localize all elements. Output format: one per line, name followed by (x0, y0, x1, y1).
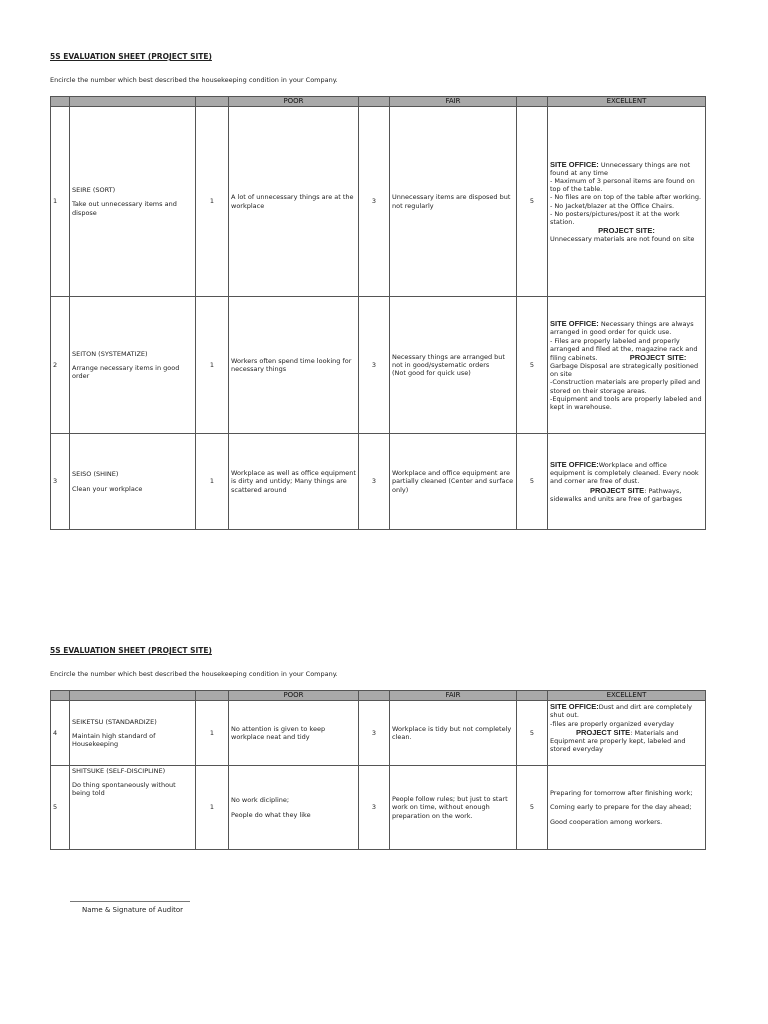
excellent-line: Coming early to prepare for the day ahead; (550, 803, 692, 812)
header-blank (517, 691, 548, 701)
table-row (51, 766, 706, 850)
project-site-text: Garbage Disposal are strategically positioned on site -Construction materials are properly piled and stored on their storage areas. -Equipment and tools are properly labeled and kept in warehouse. (550, 362, 702, 411)
row-number: 2 (51, 297, 70, 434)
site-office-text: Unnecessary things are not found at any time - Maximum of 3 personal items are found on top of the table. - No files are on top of the table after working. - No Jacket/blazer at the Office Chairs. - No posters/pictures/post it at the work station. (550, 160, 702, 226)
fair-score[interactable]: 3 (359, 766, 390, 850)
project-site-text: : Materials and Equipment are properly kept, labeled and stored everyday (550, 728, 686, 754)
sheet1-table (50, 96, 706, 530)
poor-text: No work dicipline; (231, 796, 290, 805)
principle-desc: Do thing spontaneously without being told (72, 781, 176, 798)
site-office-text: Dust and dirt are completely shut out. -files are properly organized everyday (550, 703, 692, 728)
excellent-cell (548, 297, 706, 434)
principle-cell (70, 766, 196, 850)
excellent-cell (548, 766, 706, 850)
fair-text: Workplace and office equipment are partially cleaned (Center and surface only) (390, 434, 517, 530)
header-blank (70, 97, 196, 107)
signature-line (70, 901, 190, 902)
table-row (51, 297, 706, 434)
poor-cell (229, 766, 359, 850)
principle-name: SEITON (SYSTEMATIZE) (72, 349, 148, 358)
sheet2-title: 5S EVALUATION SHEET (PROJECT SITE) (50, 646, 212, 655)
poor-text: Workplace as well as office equipment is dirty and untidy; Many things are scattered around (229, 434, 359, 530)
site-office-text: Workplace and office equipment is completely cleaned. Every nook and corner are free of dust. (550, 460, 699, 486)
excellent-score[interactable]: 5 (517, 701, 548, 766)
header-blank (70, 691, 196, 701)
fair-score[interactable]: 3 (359, 297, 390, 434)
principle-cell (70, 701, 196, 766)
header-excellent: EXCELLENT (548, 97, 706, 107)
site-office-label: SITE OFFICE: (550, 459, 599, 469)
site-office-text: Necessary things are always arranged in good order for quick use. - Files are properly labeled and properly arranged and filed at the, magazine rack and filing cabinets. (550, 320, 698, 362)
fair-score[interactable]: 3 (359, 107, 390, 297)
principle-name: SEIKETSU (STANDARDIZE) (72, 717, 157, 726)
poor-text: Workers often spend time looking for necessary things (229, 297, 359, 434)
project-site-label: PROJECT SITE: (629, 352, 687, 362)
project-site-label: PROJECT SITE (576, 727, 631, 737)
poor-score[interactable]: 1 (196, 434, 229, 530)
poor-score[interactable]: 1 (196, 766, 229, 850)
signature-label: Name & Signature of Auditor (82, 906, 184, 914)
project-site-label: PROJECT SITE: (598, 225, 655, 235)
principle-desc: Take out unnecessary items and dispose (72, 200, 177, 217)
poor-text-2: People do what they like (231, 810, 311, 819)
sheet1-instruction: Encircle the number which best described the housekeeping condition in your Company. (50, 76, 338, 84)
fair-score[interactable]: 3 (359, 701, 390, 766)
excellent-cell (548, 701, 706, 766)
table-row (51, 701, 706, 766)
principle-cell (70, 297, 196, 434)
site-office-label: SITE OFFICE: (550, 702, 599, 711)
poor-text: No attention is given to keep workplace neat and tidy (229, 701, 359, 766)
sheet1-title: 5S EVALUATION SHEET (PROJECT SITE) (50, 52, 212, 61)
excellent-score[interactable]: 5 (517, 107, 548, 297)
sheet1-header-row (51, 97, 706, 107)
table-row (51, 434, 706, 530)
row-number: 5 (51, 766, 70, 850)
fair-text: Workplace is tidy but not completely clean. (390, 701, 517, 766)
poor-score[interactable]: 1 (196, 701, 229, 766)
poor-score[interactable]: 1 (196, 297, 229, 434)
header-excellent: EXCELLENT (548, 691, 706, 701)
principle-desc: Arrange necessary items in good order (72, 363, 180, 381)
header-blank (196, 691, 229, 701)
header-fair: FAIR (390, 691, 517, 701)
project-site-text: Unnecessary materials are not found on site (550, 235, 695, 244)
fair-score[interactable]: 3 (359, 434, 390, 530)
poor-score[interactable]: 1 (196, 107, 229, 297)
excellent-cell (548, 107, 706, 297)
excellent-score[interactable]: 5 (517, 766, 548, 850)
excellent-cell (548, 434, 706, 530)
row-number: 1 (51, 107, 70, 297)
principle-desc: Clean your workplace (72, 484, 143, 493)
principle-cell (70, 434, 196, 530)
principle-name: SEISO (SHINE) (72, 470, 119, 479)
project-site-label: PROJECT SITE (590, 485, 645, 495)
header-poor: POOR (229, 691, 359, 701)
header-fair: FAIR (390, 97, 517, 107)
fair-text: Unnecessary items are disposed but not regularly (390, 107, 517, 297)
sheet2-instruction: Encircle the number which best described the housekeeping condition in your Company. (50, 670, 338, 678)
fair-text: Necessary things are arranged but not in good/systematic orders (Not good for quick use) (390, 297, 517, 434)
principle-desc: Maintain high standard of Housekeeping (72, 731, 156, 749)
header-blank (517, 97, 548, 107)
excellent-score[interactable]: 5 (517, 297, 548, 434)
header-blank (359, 97, 390, 107)
excellent-score[interactable]: 5 (517, 434, 548, 530)
project-site-text: : Pathways, sidewalks and units are free of garbages (550, 486, 683, 503)
header-blank (51, 97, 70, 107)
header-poor: POOR (229, 97, 359, 107)
sheet2-table (50, 690, 706, 850)
site-office-label: SITE OFFICE: (550, 319, 599, 329)
header-blank (51, 691, 70, 701)
fair-text: People follow rules; but just to start work on time, without enough preparation on the work. (390, 766, 517, 850)
poor-text: A lot of unnecessary things are at the workplace (229, 107, 359, 297)
excellent-line: Preparing for tomorrow after finishing work; (550, 789, 693, 798)
row-number: 3 (51, 434, 70, 530)
principle-name: SHITSUKE (SELF-DISCIPLINE) (72, 767, 166, 775)
site-office-label: SITE OFFICE: (550, 159, 599, 169)
header-blank (196, 97, 229, 107)
header-blank (359, 691, 390, 701)
principle-cell (70, 107, 196, 297)
principle-name: SEIRE (SORT) (72, 186, 116, 195)
sheet2-header-row (51, 691, 706, 701)
table-row (51, 107, 706, 297)
row-number: 4 (51, 701, 70, 766)
excellent-line: Good cooperation among workers. (550, 817, 663, 826)
